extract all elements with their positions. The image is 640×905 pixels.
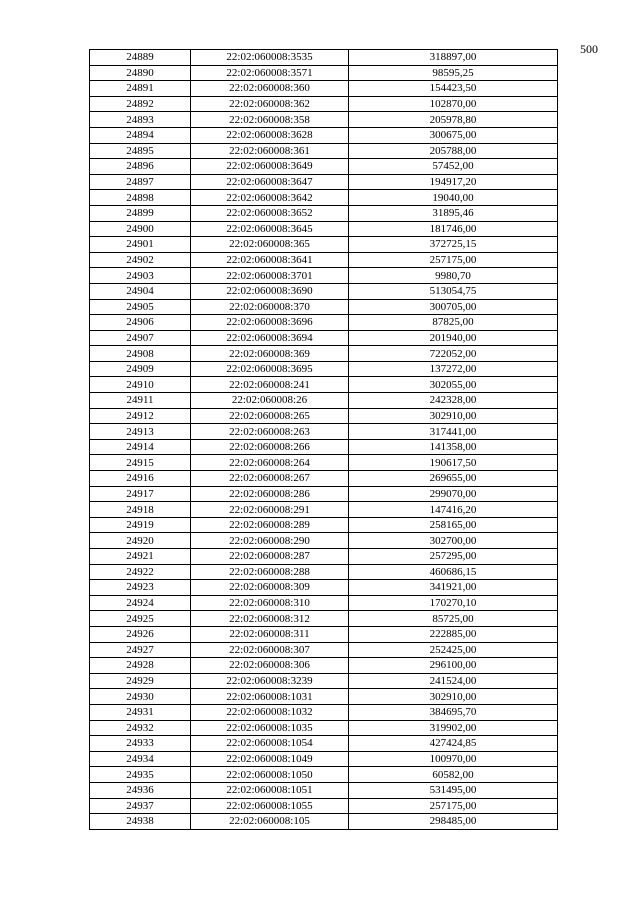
row-number-cell: 24925 xyxy=(90,611,191,627)
value-cell: 257295,00 xyxy=(349,549,558,565)
table-row xyxy=(90,471,558,487)
table-row xyxy=(90,50,558,66)
value-cell: 98595,25 xyxy=(349,65,558,81)
cadastral-number-cell: 22:02:060008:3571 xyxy=(191,65,349,81)
cadastral-number-cell: 22:02:060008:1050 xyxy=(191,767,349,783)
row-number-cell: 24894 xyxy=(90,127,191,143)
cadastral-number-cell: 22:02:060008:309 xyxy=(191,580,349,596)
cadastral-number-cell: 22:02:060008:370 xyxy=(191,299,349,315)
row-number-cell: 24932 xyxy=(90,720,191,736)
table-row xyxy=(90,782,558,798)
row-number-cell: 24916 xyxy=(90,471,191,487)
cadastral-number-cell: 22:02:060008:3652 xyxy=(191,205,349,221)
cadastral-number-cell: 22:02:060008:241 xyxy=(191,377,349,393)
row-number-cell: 24891 xyxy=(90,81,191,97)
value-cell: 57452,00 xyxy=(349,159,558,175)
value-cell: 102870,00 xyxy=(349,96,558,112)
cadastral-number-cell: 22:02:060008:263 xyxy=(191,424,349,440)
table-row xyxy=(90,143,558,159)
value-cell: 154423,50 xyxy=(349,81,558,97)
row-number-cell: 24904 xyxy=(90,283,191,299)
value-cell: 722052,00 xyxy=(349,346,558,362)
table-row xyxy=(90,658,558,674)
value-cell: 241524,00 xyxy=(349,673,558,689)
table-row xyxy=(90,237,558,253)
cadastral-number-cell: 22:02:060008:1031 xyxy=(191,689,349,705)
cadastral-number-cell: 22:02:060008:311 xyxy=(191,626,349,642)
cadastral-number-cell: 22:02:060008:312 xyxy=(191,611,349,627)
table-row xyxy=(90,221,558,237)
registry-table xyxy=(89,49,558,830)
row-number-cell: 24897 xyxy=(90,174,191,190)
value-cell: 252425,00 xyxy=(349,642,558,658)
row-number-cell: 24920 xyxy=(90,533,191,549)
registry-table-body xyxy=(90,50,558,830)
table-row xyxy=(90,439,558,455)
value-cell: 137272,00 xyxy=(349,361,558,377)
value-cell: 257175,00 xyxy=(349,252,558,268)
table-row xyxy=(90,408,558,424)
value-cell: 257175,00 xyxy=(349,798,558,814)
cadastral-number-cell: 22:02:060008:365 xyxy=(191,237,349,253)
value-cell: 341921,00 xyxy=(349,580,558,596)
value-cell: 302910,00 xyxy=(349,689,558,705)
table-row xyxy=(90,611,558,627)
table-row xyxy=(90,174,558,190)
cadastral-number-cell: 22:02:060008:291 xyxy=(191,502,349,518)
table-row xyxy=(90,564,558,580)
table-row xyxy=(90,127,558,143)
cadastral-number-cell: 22:02:060008:3694 xyxy=(191,330,349,346)
value-cell: 141358,00 xyxy=(349,439,558,455)
value-cell: 147416,20 xyxy=(349,502,558,518)
cadastral-number-cell: 22:02:060008:3239 xyxy=(191,673,349,689)
table-row xyxy=(90,268,558,284)
page-number: 500 xyxy=(580,42,598,56)
value-cell: 269655,00 xyxy=(349,471,558,487)
cadastral-number-cell: 22:02:060008:362 xyxy=(191,96,349,112)
cadastral-number-cell: 22:02:060008:310 xyxy=(191,595,349,611)
cadastral-number-cell: 22:02:060008:1051 xyxy=(191,782,349,798)
cadastral-number-cell: 22:02:060008:3628 xyxy=(191,127,349,143)
table-row xyxy=(90,595,558,611)
table-row xyxy=(90,361,558,377)
row-number-cell: 24901 xyxy=(90,237,191,253)
table-row xyxy=(90,330,558,346)
value-cell: 181746,00 xyxy=(349,221,558,237)
row-number-cell: 24910 xyxy=(90,377,191,393)
value-cell: 205978,80 xyxy=(349,112,558,128)
row-number-cell: 24921 xyxy=(90,549,191,565)
row-number-cell: 24915 xyxy=(90,455,191,471)
cadastral-number-cell: 22:02:060008:105 xyxy=(191,814,349,830)
row-number-cell: 24934 xyxy=(90,751,191,767)
row-number-cell: 24917 xyxy=(90,486,191,502)
row-number-cell: 24923 xyxy=(90,580,191,596)
row-number-cell: 24933 xyxy=(90,736,191,752)
value-cell: 298485,00 xyxy=(349,814,558,830)
value-cell: 302910,00 xyxy=(349,408,558,424)
cadastral-number-cell: 22:02:060008:287 xyxy=(191,549,349,565)
cadastral-number-cell: 22:02:060008:1055 xyxy=(191,798,349,814)
table-row xyxy=(90,346,558,362)
row-number-cell: 24902 xyxy=(90,252,191,268)
row-number-cell: 24907 xyxy=(90,330,191,346)
value-cell: 300705,00 xyxy=(349,299,558,315)
value-cell: 201940,00 xyxy=(349,330,558,346)
value-cell: 372725,15 xyxy=(349,237,558,253)
cadastral-number-cell: 22:02:060008:3641 xyxy=(191,252,349,268)
table-row xyxy=(90,190,558,206)
value-cell: 384695,70 xyxy=(349,704,558,720)
table-row xyxy=(90,533,558,549)
table-row xyxy=(90,580,558,596)
row-number-cell: 24896 xyxy=(90,159,191,175)
cadastral-number-cell: 22:02:060008:358 xyxy=(191,112,349,128)
cadastral-number-cell: 22:02:060008:361 xyxy=(191,143,349,159)
table-row xyxy=(90,205,558,221)
table-row xyxy=(90,720,558,736)
table-row xyxy=(90,455,558,471)
row-number-cell: 24929 xyxy=(90,673,191,689)
row-number-cell: 24919 xyxy=(90,517,191,533)
row-number-cell: 24900 xyxy=(90,221,191,237)
table-row xyxy=(90,252,558,268)
value-cell: 19040,00 xyxy=(349,190,558,206)
row-number-cell: 24928 xyxy=(90,658,191,674)
value-cell: 9980,70 xyxy=(349,268,558,284)
row-number-cell: 24935 xyxy=(90,767,191,783)
value-cell: 300675,00 xyxy=(349,127,558,143)
table-row xyxy=(90,798,558,814)
row-number-cell: 24912 xyxy=(90,408,191,424)
cadastral-number-cell: 22:02:060008:288 xyxy=(191,564,349,580)
value-cell: 531495,00 xyxy=(349,782,558,798)
table-row xyxy=(90,767,558,783)
row-number-cell: 24924 xyxy=(90,595,191,611)
table-row xyxy=(90,704,558,720)
value-cell: 296100,00 xyxy=(349,658,558,674)
table-row xyxy=(90,315,558,331)
cadastral-number-cell: 22:02:060008:369 xyxy=(191,346,349,362)
cadastral-number-cell: 22:02:060008:289 xyxy=(191,517,349,533)
value-cell: 427424,85 xyxy=(349,736,558,752)
value-cell: 460686,15 xyxy=(349,564,558,580)
value-cell: 85725,00 xyxy=(349,611,558,627)
cadastral-number-cell: 22:02:060008:360 xyxy=(191,81,349,97)
cadastral-number-cell: 22:02:060008:307 xyxy=(191,642,349,658)
table-row xyxy=(90,81,558,97)
cadastral-number-cell: 22:02:060008:1032 xyxy=(191,704,349,720)
row-number-cell: 24890 xyxy=(90,65,191,81)
cadastral-number-cell: 22:02:060008:3649 xyxy=(191,159,349,175)
row-number-cell: 24922 xyxy=(90,564,191,580)
cadastral-number-cell: 22:02:060008:286 xyxy=(191,486,349,502)
cadastral-number-cell: 22:02:060008:3535 xyxy=(191,50,349,66)
row-number-cell: 24911 xyxy=(90,393,191,409)
value-cell: 87825,00 xyxy=(349,315,558,331)
row-number-cell: 24895 xyxy=(90,143,191,159)
row-number-cell: 24889 xyxy=(90,50,191,66)
cadastral-number-cell: 22:02:060008:26 xyxy=(191,393,349,409)
value-cell: 242328,00 xyxy=(349,393,558,409)
table-row xyxy=(90,642,558,658)
value-cell: 319902,00 xyxy=(349,720,558,736)
cadastral-number-cell: 22:02:060008:264 xyxy=(191,455,349,471)
row-number-cell: 24898 xyxy=(90,190,191,206)
cadastral-number-cell: 22:02:060008:3696 xyxy=(191,315,349,331)
row-number-cell: 24906 xyxy=(90,315,191,331)
row-number-cell: 24914 xyxy=(90,439,191,455)
table-row xyxy=(90,393,558,409)
cadastral-number-cell: 22:02:060008:3645 xyxy=(191,221,349,237)
table-row xyxy=(90,299,558,315)
row-number-cell: 24909 xyxy=(90,361,191,377)
value-cell: 194917,20 xyxy=(349,174,558,190)
cadastral-number-cell: 22:02:060008:3690 xyxy=(191,283,349,299)
row-number-cell: 24927 xyxy=(90,642,191,658)
value-cell: 302700,00 xyxy=(349,533,558,549)
table-row xyxy=(90,502,558,518)
cadastral-number-cell: 22:02:060008:267 xyxy=(191,471,349,487)
row-number-cell: 24908 xyxy=(90,346,191,362)
cadastral-number-cell: 22:02:060008:266 xyxy=(191,439,349,455)
table-row xyxy=(90,486,558,502)
table-row xyxy=(90,283,558,299)
cadastral-number-cell: 22:02:060008:306 xyxy=(191,658,349,674)
value-cell: 31895,46 xyxy=(349,205,558,221)
cadastral-number-cell: 22:02:060008:1049 xyxy=(191,751,349,767)
table-row xyxy=(90,517,558,533)
row-number-cell: 24903 xyxy=(90,268,191,284)
row-number-cell: 24938 xyxy=(90,814,191,830)
row-number-cell: 24905 xyxy=(90,299,191,315)
cadastral-number-cell: 22:02:060008:3647 xyxy=(191,174,349,190)
cadastral-number-cell: 22:02:060008:265 xyxy=(191,408,349,424)
table-row xyxy=(90,65,558,81)
value-cell: 317441,00 xyxy=(349,424,558,440)
cadastral-number-cell: 22:02:060008:3695 xyxy=(191,361,349,377)
cadastral-number-cell: 22:02:060008:1035 xyxy=(191,720,349,736)
value-cell: 222885,00 xyxy=(349,626,558,642)
table-row xyxy=(90,112,558,128)
table-row xyxy=(90,424,558,440)
cadastral-number-cell: 22:02:060008:3701 xyxy=(191,268,349,284)
row-number-cell: 24918 xyxy=(90,502,191,518)
table-row xyxy=(90,626,558,642)
table-row xyxy=(90,814,558,830)
table-row xyxy=(90,159,558,175)
table-row xyxy=(90,689,558,705)
row-number-cell: 24931 xyxy=(90,704,191,720)
row-number-cell: 24937 xyxy=(90,798,191,814)
row-number-cell: 24926 xyxy=(90,626,191,642)
row-number-cell: 24893 xyxy=(90,112,191,128)
value-cell: 190617,50 xyxy=(349,455,558,471)
value-cell: 302055,00 xyxy=(349,377,558,393)
row-number-cell: 24892 xyxy=(90,96,191,112)
cadastral-number-cell: 22:02:060008:3642 xyxy=(191,190,349,206)
row-number-cell: 24913 xyxy=(90,424,191,440)
row-number-cell: 24936 xyxy=(90,782,191,798)
value-cell: 170270,10 xyxy=(349,595,558,611)
value-cell: 205788,00 xyxy=(349,143,558,159)
value-cell: 299070,00 xyxy=(349,486,558,502)
cadastral-number-cell: 22:02:060008:1054 xyxy=(191,736,349,752)
value-cell: 258165,00 xyxy=(349,517,558,533)
row-number-cell: 24899 xyxy=(90,205,191,221)
row-number-cell: 24930 xyxy=(90,689,191,705)
table-row xyxy=(90,736,558,752)
value-cell: 60582,00 xyxy=(349,767,558,783)
table-row xyxy=(90,549,558,565)
value-cell: 513054,75 xyxy=(349,283,558,299)
cadastral-number-cell: 22:02:060008:290 xyxy=(191,533,349,549)
value-cell: 318897,00 xyxy=(349,50,558,66)
table-row xyxy=(90,673,558,689)
table-row xyxy=(90,377,558,393)
value-cell: 100970,00 xyxy=(349,751,558,767)
table-row xyxy=(90,751,558,767)
table-row xyxy=(90,96,558,112)
